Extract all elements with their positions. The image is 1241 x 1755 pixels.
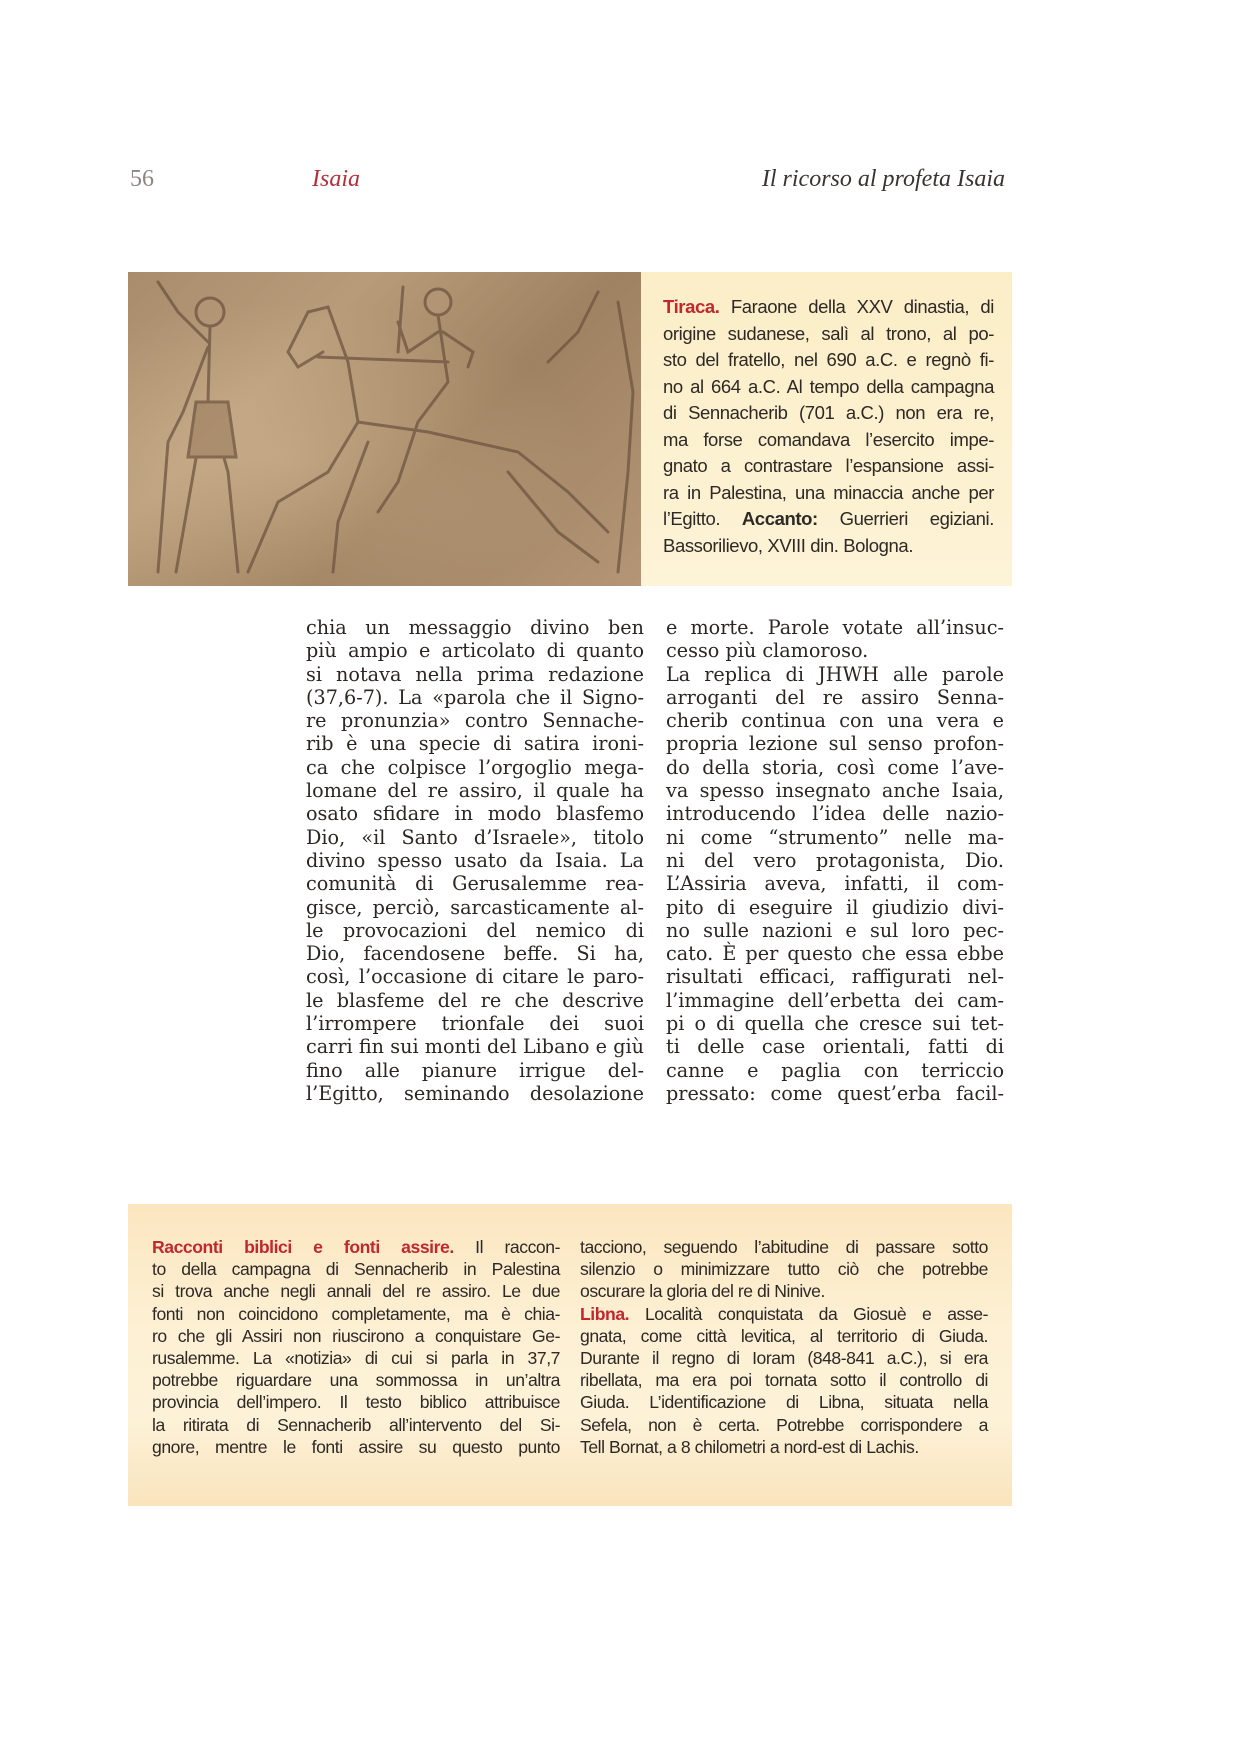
text-line: potrebbe riguardare una sommossa in un’altra [152, 1370, 560, 1391]
text-line: l’immagine dell’erbetta dei cam- [666, 988, 1004, 1012]
text-line: e morte. Parole votate all’insuc- [666, 616, 1004, 639]
sidebar-note-libna: tacciono, seguendo l’abitudine di passare sotto silenzio o minimizzare tutto ciò che potrebbe oscurare la gloria del re di Ninive. Libna. Località conquistata da Giosuè e asse- gnata, come città levitica, al territorio di Giuda. Durante il regno di Ioram (848-841 a.C.), si era ribellata, ma era poi tornata sotto il controllo di Giuda. L’identificazione di Libna, situata nella Sefela, non è certa. Potrebbe corrispondere a Tell Bornat, a 8 chilometri a nord-est di Lachis. [580, 1237, 988, 1457]
text-line: più ampio e articolato di quanto [306, 639, 644, 663]
text-line: no sulle nazioni e sul loro pec- [666, 918, 1004, 942]
page-number: 56 [130, 166, 154, 192]
text-line: introducendo l’idea delle nazio- [666, 802, 1004, 826]
text-line: la ritirata di Sennacherib all’intervento del Si- [152, 1414, 560, 1435]
text-line: osato sfidare in modo blasfemo [306, 802, 644, 826]
text-line: si notava nella prima redazione [306, 662, 644, 686]
body-column-left [306, 616, 644, 1105]
text-line: Tell Bornat, a 8 chilometri a nord-est di Lachis. [580, 1436, 919, 1457]
text-line: l’irrompere trionfale dei suoi [306, 1012, 644, 1036]
text-line: Dio, facendosene beffe. Si ha, [306, 942, 644, 966]
text-line: provincia dell’impero. Il testo biblico attribuisce [152, 1392, 560, 1413]
text-line: cherib continua con una vera e [666, 709, 1004, 733]
text-line: La replica di JHWH alle parole [666, 662, 1004, 686]
bas-relief-image [128, 272, 641, 586]
text-line: gnore, mentre le fonti assire su questo punto [152, 1436, 560, 1457]
caption-lead: Tiraca. [663, 296, 720, 317]
text-line: canne e paglia con terriccio [666, 1058, 1004, 1082]
text-line: le blasfeme del re che descrive [306, 988, 644, 1012]
text-line: risultati efficaci, raffigurati nel- [666, 965, 1004, 989]
text-line: l’Egitto, seminando desolazione [306, 1081, 644, 1105]
figure [128, 272, 1012, 586]
text-line: pi o di quella che cresce sui tet- [666, 1012, 1004, 1036]
text-line: Durante il regno di Ioram (848-841 a.C.), si era [580, 1348, 988, 1369]
text-line: lomane del re assiro, il quale ha [306, 779, 644, 803]
running-header [0, 166, 1241, 200]
text-line: Sefela, non è certa. Potrebbe corrispondere a [580, 1414, 988, 1435]
text-line: Dio, «il Santo d’Israele», titolo [306, 825, 644, 849]
paragraph [666, 616, 1004, 663]
figure-caption: Tiraca. Faraone della XXV dinastia, di origine sudanese, salì al trono, al po- sto del fratello, nel 690 a.C. e regnò fi- no al 664 a.C. Al tempo della campagna di Sennacherib (701 a.C.) non era re, ma forse comandava l’esercito impe- gnato a contrastare l’espansione assi- ra in Palestina, una minaccia anche per l’Egitto. Accanto: Guerrieri egiziani. Bassorilievo, XVIII din. Bologna. [641, 272, 1012, 586]
text-line: rib è una specie di satira ironi- [306, 732, 644, 756]
text-line: do della storia, così come l’ave- [666, 755, 1004, 779]
sidebar-lead-libna: Libna. [580, 1303, 630, 1324]
text-line: va spesso insegnato anche Isaia, [666, 779, 1004, 803]
bas-relief-illustration [128, 272, 641, 586]
text-line: re pronunzia» contro Sennache- [306, 709, 644, 733]
body-column-right [666, 616, 1004, 1105]
text-line: tacciono, seguendo l’abitudine di passare sotto [580, 1237, 988, 1257]
text-line: silenzio o minimizzare tutto ciò che potrebbe [580, 1259, 988, 1280]
text-line: ni come “strumento” nelle ma- [666, 825, 1004, 849]
text-line: si trova anche negli annali del re assiro. Le due [152, 1281, 560, 1302]
text-line: comunità di Gerusalemme rea- [306, 872, 644, 896]
paragraph [666, 663, 1004, 1106]
sidebar-note-racconti: Racconti biblici e fonti assire. Il raccon- to della campagna di Sennacherib in Palestina si trova anche negli annali del re assiro. Le due fonti non coincidono completamente, ma è chia- ro che gli Assiri non riuscirono a conquistare Ge- rusalemme. La «notizia» di cui si parla in 37,7 potrebbe riguardare una sommossa in un’altra provincia dell’impero. Il testo biblico attribuisce la ritirata di Sennacherib all’intervento del Si- gnore, mentre le fonti assire su questo punto [152, 1237, 560, 1457]
text-line: le provocazioni del nemico di [306, 918, 644, 942]
text-line: ribellata, ma era poi tornata sotto il controllo di [580, 1370, 988, 1391]
text-line: pito di eseguire il giudizio divi- [666, 895, 1004, 919]
caption-accanto-label: Accanto: [741, 508, 818, 529]
text-line: ro che gli Assiri non riuscirono a conquistare Ge- [152, 1325, 560, 1346]
text-line: così, l’occasione di citare le paro- [306, 965, 644, 989]
text-line: cato. È per questo che essa ebbe [666, 942, 1004, 966]
text-line: pressato: come quest’erba facil- [666, 1081, 1004, 1105]
sidebar-box [128, 1204, 1012, 1506]
text-line: oscurare la gloria del re di Ninive. [580, 1281, 825, 1302]
running-title: Il ricorso al profeta Isaia [761, 166, 1005, 192]
text-line: fino alle pianure irrigue del- [306, 1058, 644, 1082]
text-line: Giuda. L’identificazione di Libna, situata nella [580, 1392, 988, 1413]
text-line: rusalemme. La «notizia» di cui si parla in 37,7 [152, 1348, 560, 1369]
text-line: carri fin sui monti del Libano e giù [306, 1035, 644, 1059]
text-line: L’Assiria aveva, infatti, il com- [666, 872, 1004, 896]
text-line: fonti non coincidono completamente, ma è chia- [152, 1303, 560, 1324]
text-line: to della campagna di Sennacherib in Palestina [152, 1259, 560, 1280]
text-line: ca che colpisce l’orgoglio mega- [306, 755, 644, 779]
text-line: cesso più clamoroso. [666, 639, 869, 663]
text-line: divino spesso usato da Isaia. La [306, 848, 644, 872]
text-line: chia un messaggio divino ben [306, 616, 644, 639]
text-line: gnata, come città levitica, al territorio di Giuda. [580, 1325, 988, 1346]
book-title: Isaia [312, 166, 360, 192]
text-line: ti delle case orientali, fatti di [666, 1035, 1004, 1059]
text-line: (37,6-7). La «parola che il Signo- [306, 685, 644, 709]
text-line: gisce, perciò, sarcasticamente al- [306, 895, 644, 919]
text-line: arroganti del re assiro Senna- [666, 685, 1004, 709]
sidebar-lead-racconti: Racconti biblici e fonti assire. [152, 1237, 454, 1257]
text-line: ni del vero protagonista, Dio. [666, 848, 1004, 872]
text-line: propria lezione sul senso profon- [666, 732, 1004, 756]
